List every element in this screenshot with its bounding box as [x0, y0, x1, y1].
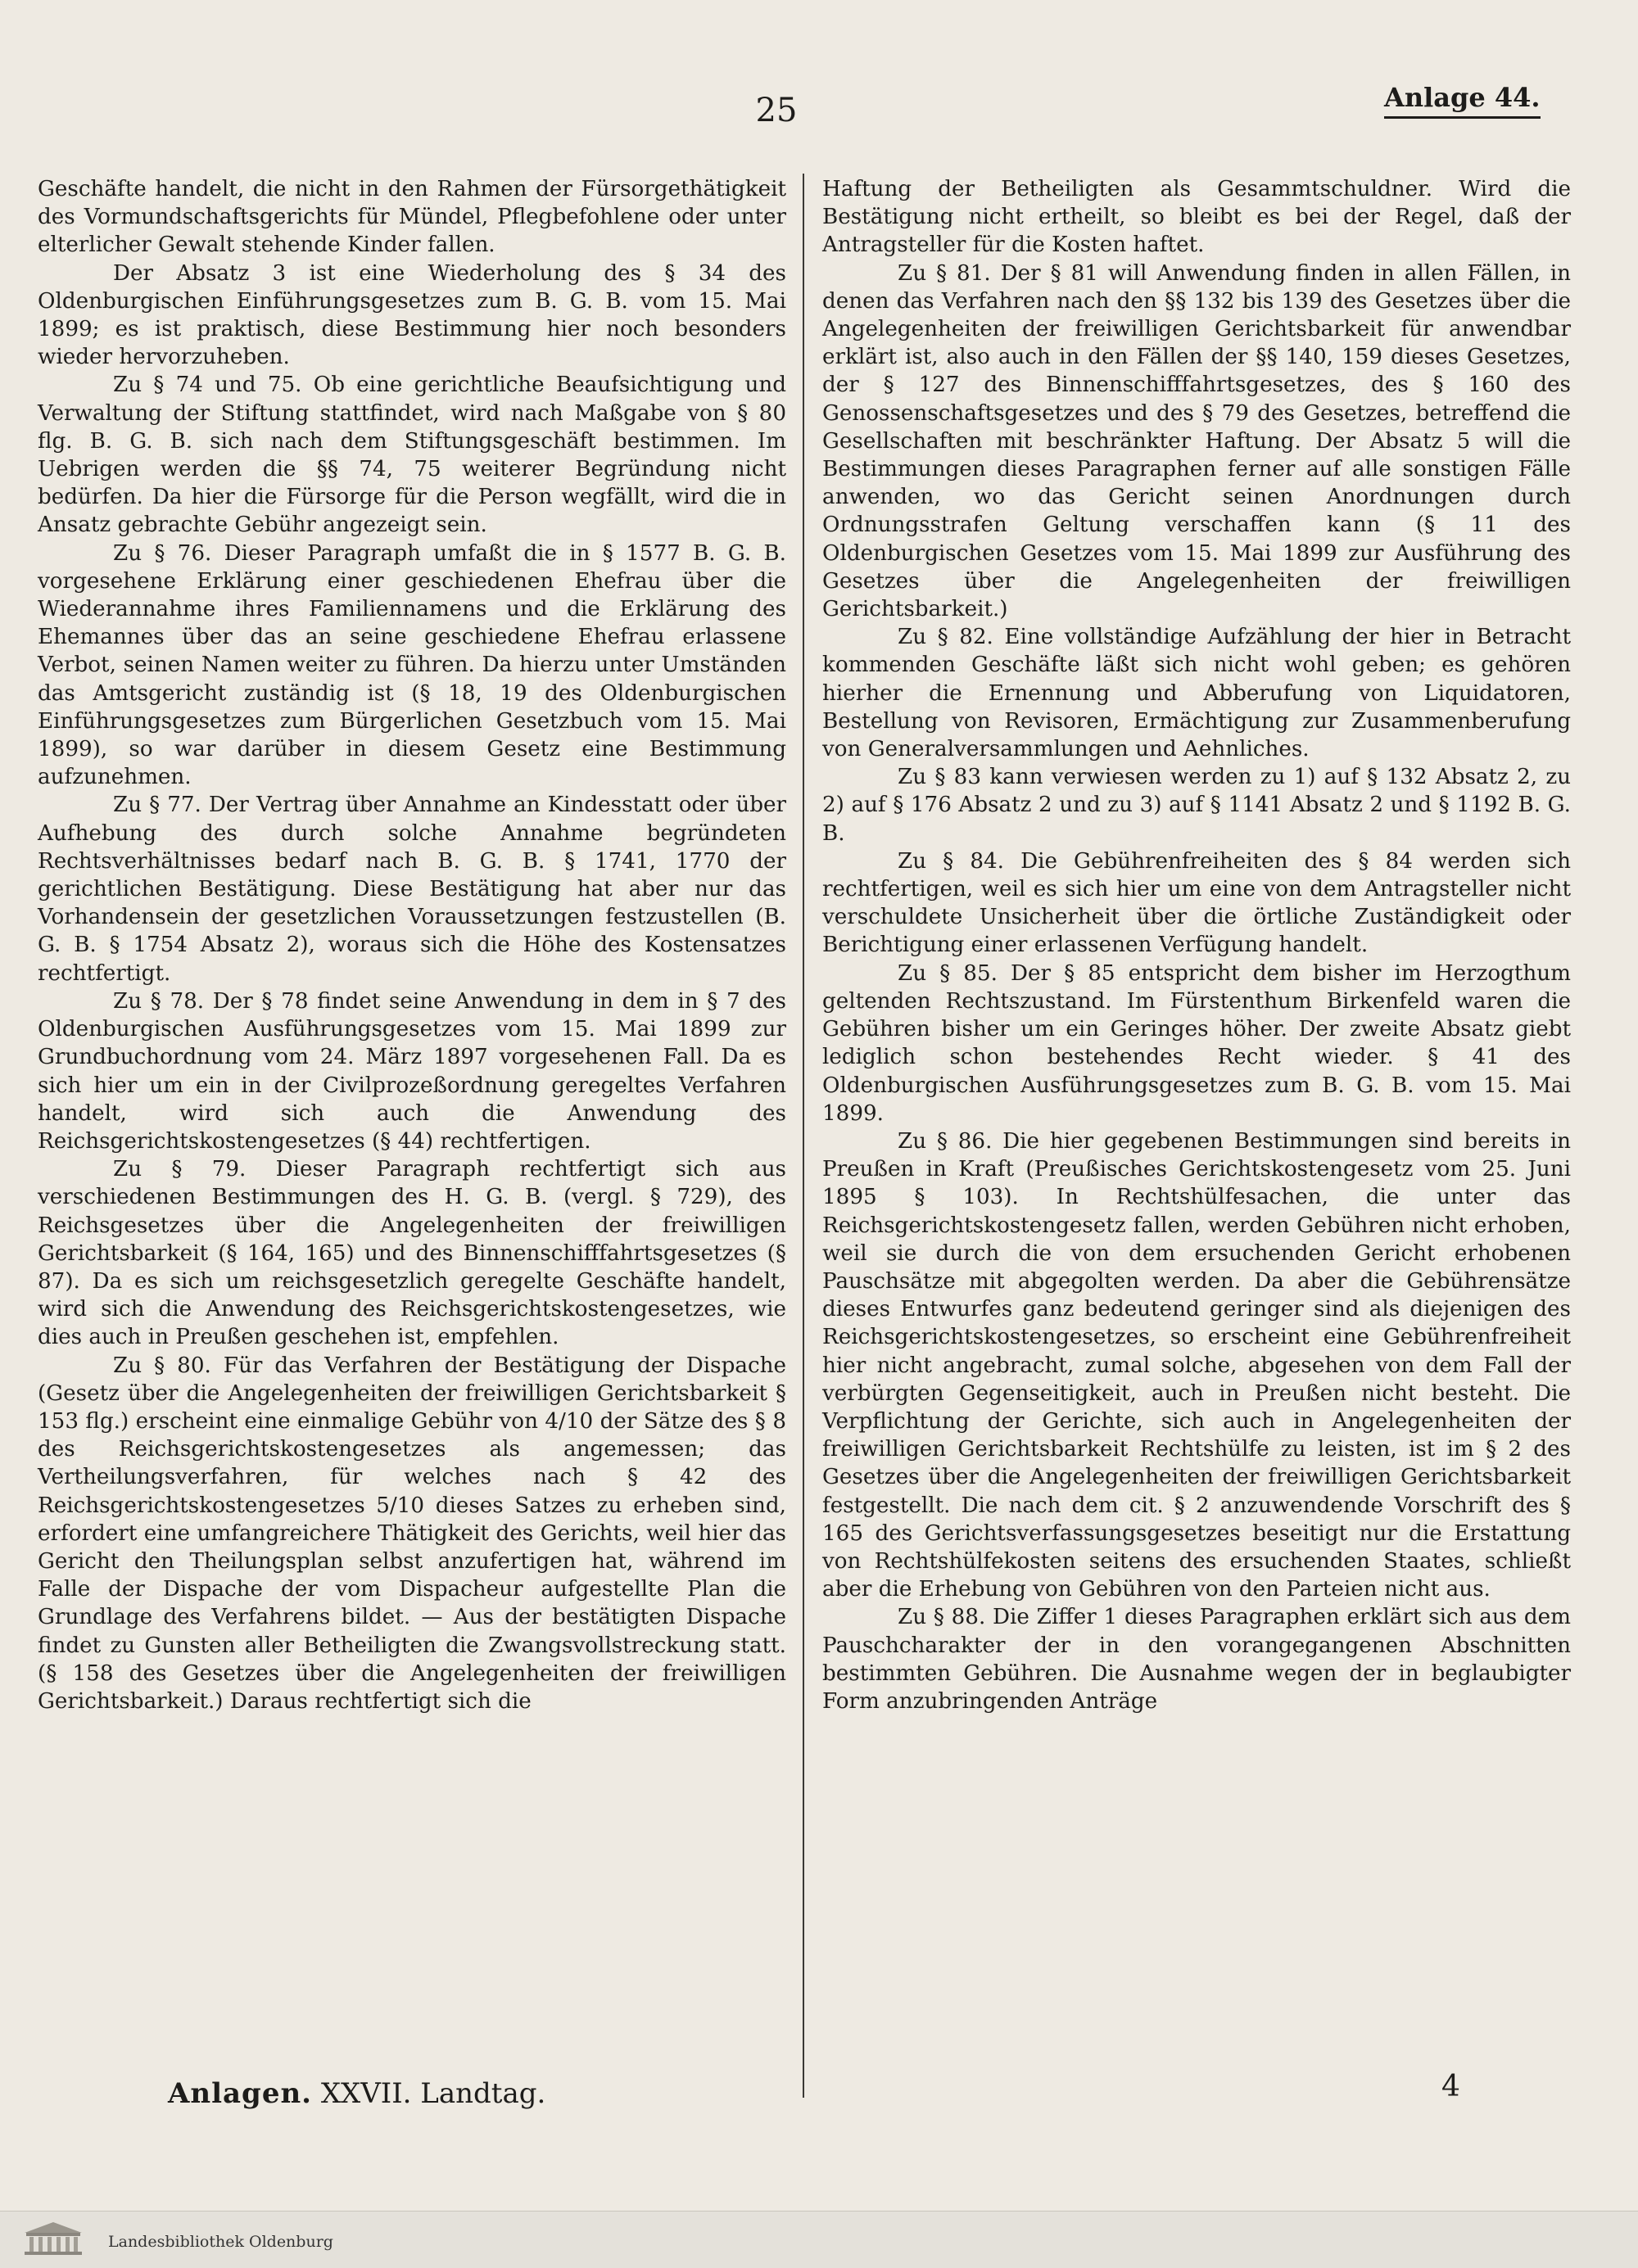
paragraph: Der Absatz 3 ist eine Wiederholung des § 34 des Oldenburgischen Einführungsgesetzes zum B. G. B. vom 15. Mai 1899; es ist praktisch, diese Bestimmung hier noch besonders wieder hervorzuheben.	[38, 260, 786, 370]
paragraph: Haftung der Betheiligten als Gesammtschuldner. Wird die Bestätigung nicht ertheilt, so bleibt es bei der Regel, daß der Antragsteller für die Kosten haftet.	[822, 177, 1571, 258]
paragraph: Zu § 76. Dieser Paragraph umfaßt die in § 1577 B. G. B. vorgesehene Erklärung einer geschiedenen Ehefrau über die Wiederannahme ihres Familiennamens und die Erklärung des Ehemannes über das an seine geschiedene Ehefrau erlassene Verbot, seinen Namen weiter zu führen. Da hierzu unter Umständen das Amtsgericht zuständig ist (§ 18, 19 des Oldenburgischen Einführungsgesetzes zum Bürgerlichen Gesetzbuch vom 15. Mai 1899), so war darüber in diesem Gesetz eine Bestimmung aufzunehmen.	[38, 540, 786, 790]
paragraph: Zu § 83 kann verwiesen werden zu 1) auf § 132 Absatz 2, zu 2) auf § 176 Absatz 2 und zu 3) auf § 1141 Absatz 2 und § 1192 B. G. B.	[822, 765, 1571, 846]
footer-imprint	[168, 2077, 545, 2110]
paragraph: Zu § 81. Der § 81 will Anwendung finden in allen Fällen, in denen das Verfahren nach den §§ 132 bis 139 des Gesetzes über die Angelegenheiten der freiwilligen Gerichtsbarkeit für anwendbar erklärt ist, also auch in den Fällen der §§ 140, 159 dieses Gesetzes, der § 127 des Binnenschifffahrtsgesetzes, des § 160 des Genossenschaftsgesetzes und des § 79 des Gesetzes, betreffend die Gesellschaften mit beschränkter Haftung. Der Absatz 5 will die Bestimmungen dieses Paragraphen ferner auf alle sonstigen Fälle anwenden, wo das Gericht seinen Anordnungen durch Ordnungsstrafen Geltung verschaffen kann (§ 11 des Oldenburgischen Gesetzes vom 15. Mai 1899 zur Ausführung des Gesetzes über die Angelegenheiten der freiwilligen Gerichtsbarkeit.)	[822, 260, 1571, 622]
paragraph: Zu § 79. Dieser Paragraph rechtfertigt sich aus verschiedenen Bestimmungen des H. G. B. (vergl. § 729), des Reichsgesetzes über die Angelegenheiten der freiwilligen Gerichtsbarkeit (§ 164, 165) und des Binnenschifffahrtsgesetzes (§ 87). Da es sich um reichsgesetzlich geregelte Geschäfte handelt, wird sich die Anwendung des Reichsgerichtskostengesetzes, wie dies auch in Preußen geschehen ist, empfehlen.	[38, 1157, 786, 1350]
paragraph: Zu § 88. Die Ziffer 1 dieses Paragraphen erklärt sich aus dem Pauschcharakter der in den vorangegangenen Abschnitten bestimmten Gebühren. Die Ausnahme wegen der in beglaubigter Form anzubringenden Anträge	[822, 1605, 1571, 1714]
paragraph: Zu § 77. Der Vertrag über Annahme an Kindesstatt oder über Aufhebung des durch solche Annahme begründeten Rechtsverhältnisses bedarf nach B. G. B. § 1741, 1770 der gerichtlichen Bestätigung. Diese Bestätigung hat aber nur das Vorhandensein der gesetzlichen Voraussetzungen festzustellen (B. G. B. § 1754 Absatz 2), woraus sich die Höhe des Kostensatzes rechtfertigt.	[38, 793, 786, 986]
library-name: Landesbibliothek Oldenburg	[108, 2233, 333, 2251]
right-column	[822, 175, 1571, 1715]
signature-mark: 4	[1441, 2070, 1460, 2103]
paragraph: Zu § 80. Für das Verfahren der Bestätigung der Dispache (Gesetz über die Angelegenheiten der freiwilligen Gerichtsbarkeit § 153 flg.) erscheint eine einmalige Gebühr von 4/10 der Sätze des § 8 des Reichsgerichtskostengesetzes als angemessen; das Vertheilungsverfahren, für welches nach § 42 des Reichsgerichtskostengesetzes 5/10 dieses Satzes zu erheben sind, erfordert eine umfangreichere Thätigkeit des Gerichts, weil hier das Gericht den Theilungsplan selbst anzufertigen hat, während im Falle der Dispache der vom Dispacheur aufgestellte Plan die Grundlage des Verfahrens bildet. — Aus der bestätigten Dispache findet zu Gunsten aller Betheiligten die Zwangsvollstreckung statt. (§ 158 des Gesetzes über die Angelegenheiten der freiwilligen Gerichtsbarkeit.) Daraus rechtfertigt sich die	[38, 1353, 786, 1714]
footer-anlagen: Anlagen.	[168, 2077, 313, 2110]
column-divider	[803, 174, 804, 2098]
paragraph: Zu § 86. Die hier gegebenen Bestimmungen sind bereits in Preußen in Kraft (Preußisches Gerichtskostengesetz vom 25. Juni 1895 § 103). In Rechtshülfesachen, die unter das Reichsgerichtskostengesetz fallen, werden Gebühren nicht erhoben, weil sie durch die von dem ersuchenden Gericht erhobenen Pauschsätze mit abgegolten werden. Da aber die Gebührensätze dieses Entwurfes ganz bedeutend geringer sind als diejenigen des Reichsgerichtskostengesetzes, so erscheint eine Gebührenfreiheit hier nicht angebracht, zumal solche, abgesehen von dem Fall der verbürgten Gegenseitigkeit, auch in Preußen nicht besteht. Die Verpflichtung der Gerichte, sich auch in Angelegenheiten der freiwilligen Gerichtsbarkeit Rechtshülfe zu leisten, ist im § 2 des Gesetzes über die Angelegenheiten der freiwilligen Gerichtsbarkeit festgestellt. Die nach dem cit. § 2 anzuwendende Vorschrift des § 165 des Gerichtsverfassungsgesetzes beseitigt nur die Erstattung von Rechtshülfekosten seitens des ersuchenden Staates, schließt aber die Erhebung von Gebühren von den Parteien nicht aus.	[822, 1128, 1571, 1602]
footer-landtag: XXVII. Landtag.	[320, 2077, 546, 2110]
paragraph: Geschäfte handelt, die nicht in den Rahmen der Fürsorgethätigkeit des Vormundschaftsgerichts für Mündel, Pflegbefohlene oder unter elterlicher Gewalt stehende Kinder fallen.	[38, 177, 786, 258]
page-number: 25	[755, 92, 798, 129]
paragraph: Zu § 84. Die Gebührenfreiheiten des § 84 werden sich rechtfertigen, weil es sich hier um eine von dem Antragsteller nicht verschuldete Unsicherheit über die örtliche Zuständigkeit oder Berichtigung einer erlassenen Verfügung handelt.	[822, 848, 1571, 958]
library-building-icon	[21, 2220, 85, 2257]
annex-label: Anlage 44.	[1384, 82, 1541, 119]
paragraph: Zu § 74 und 75. Ob eine gerichtliche Beaufsichtigung und Verwaltung der Stiftung stattfindet, wird nach Maßgabe von § 80 flg. B. G. B. sich nach dem Stiftungsgeschäft bestimmen. Im Uebrigen werden die §§ 74, 75 weiterer Begründung nicht bedürfen. Da hier die Fürsorge für die Person wegfällt, wird die in Ansatz gebrachte Gebühr angezeigt sein.	[38, 373, 786, 538]
paragraph: Zu § 78. Der § 78 findet seine Anwendung in dem in § 7 des Oldenburgischen Ausführungsgesetzes vom 15. Mai 1899 zur Grundbuchordnung vom 24. März 1897 vorgesehenen Fall. Da es sich hier um ein in der Civilprozeßordnung geregeltes Verfahren handelt, wird sich auch die Anwendung des Reichsgerichtskostengesetzes (§ 44) rechtfertigen.	[38, 988, 786, 1154]
paragraph: Zu § 82. Eine vollständige Aufzählung der hier in Betracht kommenden Geschäfte läßt sich nicht wohl geben; es gehören hierher die Ernennung und Abberufung von Liquidatoren, Bestellung von Revisoren, Ermächtigung zur Zusammenberufung von Generalversammlungen und Aehnliches.	[822, 625, 1571, 762]
library-bar	[0, 2211, 1638, 2268]
left-column	[38, 175, 786, 1715]
paragraph: Zu § 85. Der § 85 entspricht dem bisher im Herzogthum geltenden Rechtszustand. Im Fürstenthum Birkenfeld waren die Gebühren bisher um ein Geringes höher. Der zweite Absatz giebt lediglich schon bestehendes Recht wieder. § 41 des Oldenburgischen Ausführungsgesetzes zum B. G. B. vom 15. Mai 1899.	[822, 960, 1571, 1126]
